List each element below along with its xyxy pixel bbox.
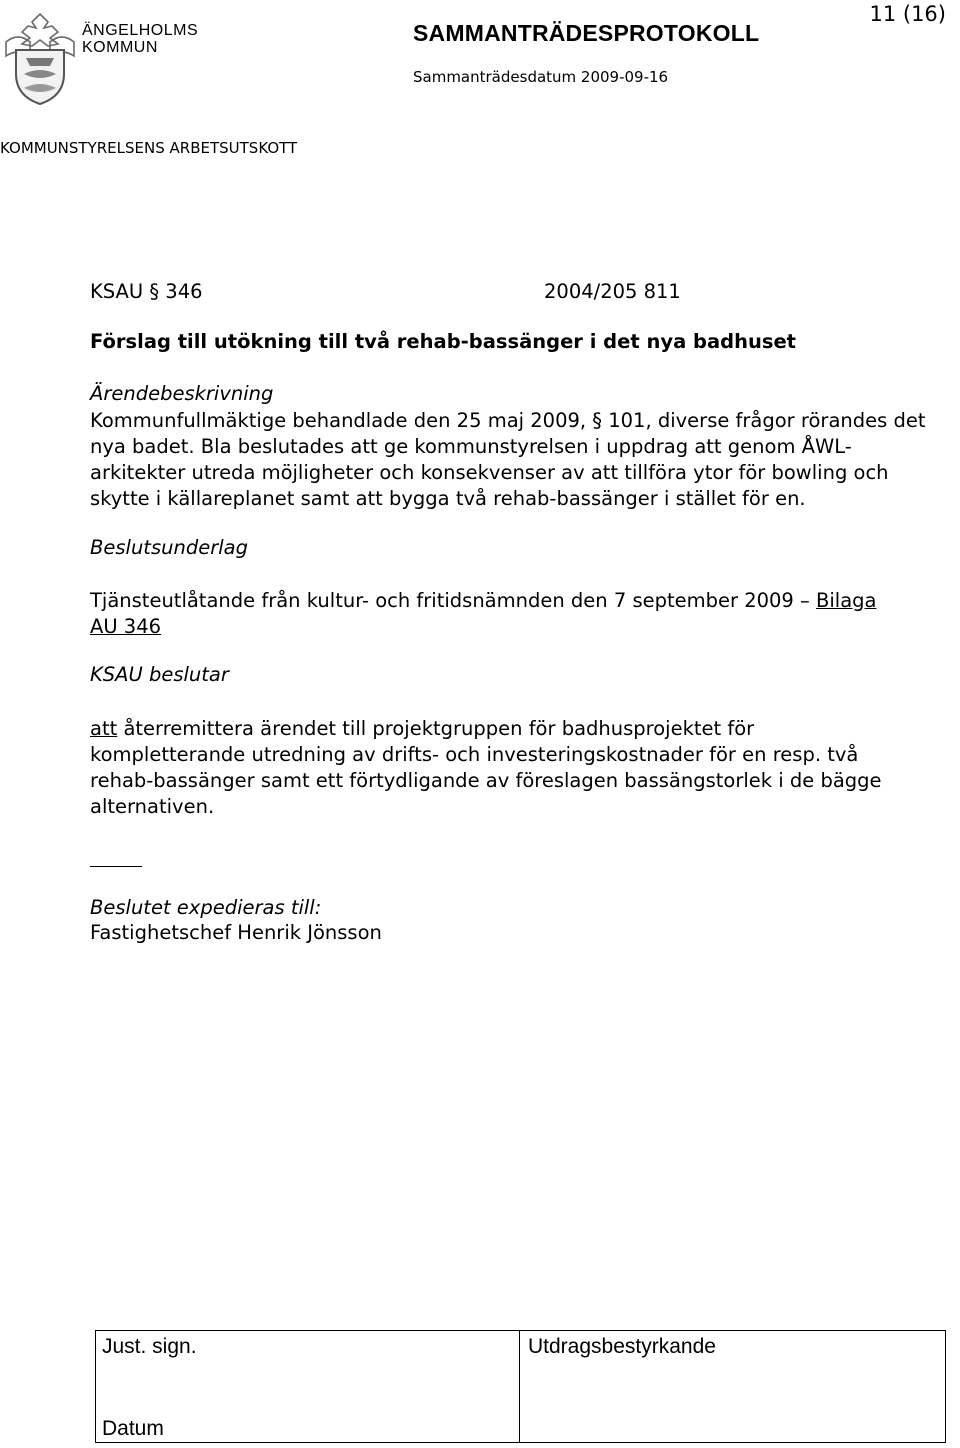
decision-text bbox=[90, 716, 910, 820]
page-number: 11 (16) bbox=[869, 2, 946, 26]
basis-main: Tjänsteutlåtande från kultur- och fritidsnämnden den 7 september 2009 – bbox=[90, 589, 816, 612]
description-heading: Ärendebeskrivning bbox=[90, 382, 274, 405]
decision-body: återremittera ärendet till projektgruppen för badhusprojektet för kompletterande utredning av drifts- och investeringskostnader för en resp. två rehab-bassänger samt ett förtydligande av föreslagen bassängstorlek i de bägge alternativen. bbox=[90, 717, 882, 818]
org-name-line1: ÄNGELHOLMS bbox=[82, 22, 199, 39]
separator-line bbox=[90, 866, 142, 867]
attachment-link[interactable]: Bilaga AU 346 bbox=[90, 589, 877, 638]
datum-label: Datum bbox=[102, 1417, 164, 1440]
signature-box bbox=[95, 1330, 946, 1443]
decision-lead: att bbox=[90, 717, 118, 740]
distribution-heading: Beslutet expedieras till: bbox=[90, 896, 322, 919]
signature-divider bbox=[519, 1331, 520, 1442]
meeting-date: Sammanträdesdatum 2009-09-16 bbox=[413, 68, 669, 86]
case-subject: Förslag till utökning till två rehab-bassänger i det nya badhuset bbox=[90, 330, 797, 353]
just-sign-label: Just. sign. bbox=[102, 1335, 197, 1358]
case-reference: 2004/205 811 bbox=[544, 280, 681, 303]
document-title: SAMMANTRÄDESPROTOKOLL bbox=[413, 20, 760, 46]
distribution-recipient: Fastighetschef Henrik Jönsson bbox=[90, 921, 382, 944]
committee-name: KOMMUNSTYRELSENS ARBETSUTSKOTT bbox=[0, 139, 298, 157]
description-text: Kommunfullmäktige behandlade den 25 maj 2009, § 101, diverse frågor rörandes det nya badet. Bla beslutades att ge kommunstyrelsen i uppdrag att genom ÅWL-arkitekter utreda möjligheter och konsekvenser av att tillföra ytor för bowling och skytte i källareplanet samt att bygga två rehab-bassänger i stället för en. bbox=[90, 409, 926, 510]
org-name-line2: KOMMUN bbox=[82, 39, 158, 56]
basis-text bbox=[90, 588, 910, 640]
utdragsbestyrkande-label: Utdragsbestyrkande bbox=[528, 1335, 716, 1358]
coat-of-arms-icon bbox=[0, 12, 80, 108]
basis-heading: Beslutsunderlag bbox=[90, 536, 248, 559]
decision-heading: KSAU beslutar bbox=[90, 663, 229, 686]
case-number: KSAU § 346 bbox=[90, 280, 203, 303]
